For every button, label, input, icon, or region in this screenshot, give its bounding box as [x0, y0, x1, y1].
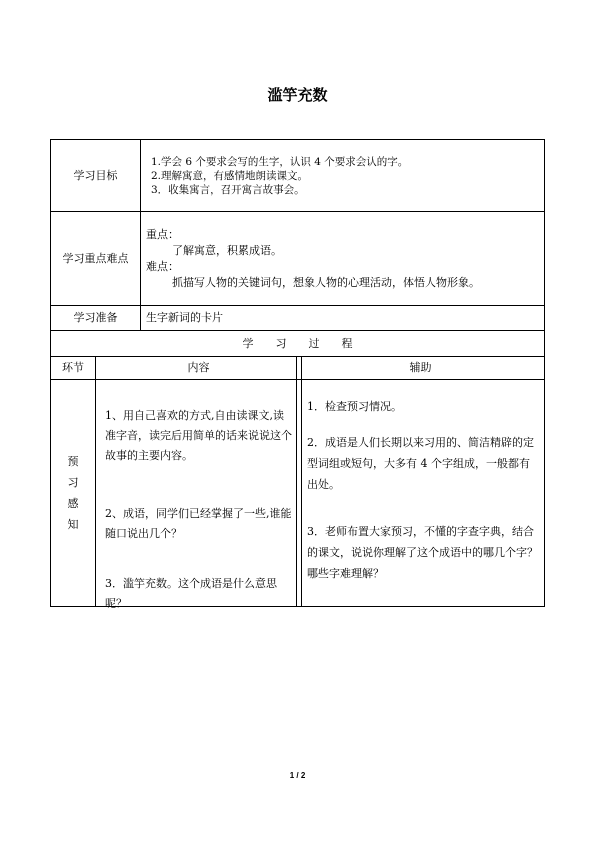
difficulty-text: 抓描写人物的关键词句，想象人物的心理活动，体悟人物形象。 — [172, 276, 480, 289]
prep-text: 生字新词的卡片 — [146, 311, 223, 324]
column-header-stage: 环节 — [50, 356, 96, 380]
content-item: 2、成语，同学们已经掌握了一些,谁能随口说出几个？ — [105, 507, 292, 540]
stage-cell — [50, 379, 96, 607]
column-header-content: 内容 — [95, 356, 302, 380]
assist-cell — [296, 379, 545, 607]
goals-content-cell — [140, 139, 545, 212]
document-title: 滥竽充数 — [267, 86, 328, 104]
assist-item: 2．成语是人们长期以来习用的、简洁精辟的定型词组或短句，大多有 4 个字组成，一般都有出处。 — [307, 436, 534, 491]
prep-content-cell — [140, 305, 545, 331]
assist-item: 1．检查预习情况。 — [307, 400, 402, 413]
process-header-cell — [50, 330, 545, 357]
goal-item: 1.学会 6 个要求会写的生字，认识 4 个要求会认的字。 — [151, 156, 409, 168]
column-header-assist: 辅助 — [296, 356, 545, 380]
key-text: 了解寓意，积累成语。 — [172, 244, 282, 257]
key-label-cell — [50, 211, 141, 306]
prep-label: 学习准备 — [73, 311, 118, 324]
content-item: 1、用自己喜欢的方式,自由读课文,读准字音，读完后用简单的话来说说这个故事的主要内容。 — [105, 409, 292, 462]
key-label: 学习重点难点 — [62, 251, 129, 265]
content-cell — [95, 379, 302, 610]
stage-label: 预 习 感 知 — [67, 455, 79, 531]
key-content-cell — [140, 211, 545, 306]
process-label: 学 习 过 程 — [242, 336, 353, 350]
goals-label: 学习目标 — [73, 168, 118, 182]
key-heading: 重点： — [146, 228, 179, 241]
goals-label-cell — [50, 139, 141, 212]
content-item: 3．滥竽充数。这个成语是什么意思呢？ — [105, 577, 277, 610]
page-number: 1 / 2 — [289, 771, 306, 780]
goal-item: 2.理解寓意，有感情地朗读课文。 — [151, 170, 309, 182]
difficulty-heading: 难点： — [146, 260, 179, 273]
goal-item: 3．收集寓言，召开寓言故事会。 — [151, 184, 305, 196]
assist-item: 3．老师布置大家预习，不懂的字查字典，结合的课文，说说你理解了这个成语中的哪几个字？哪些字难理解？ — [307, 525, 538, 580]
prep-label-cell — [50, 305, 141, 331]
